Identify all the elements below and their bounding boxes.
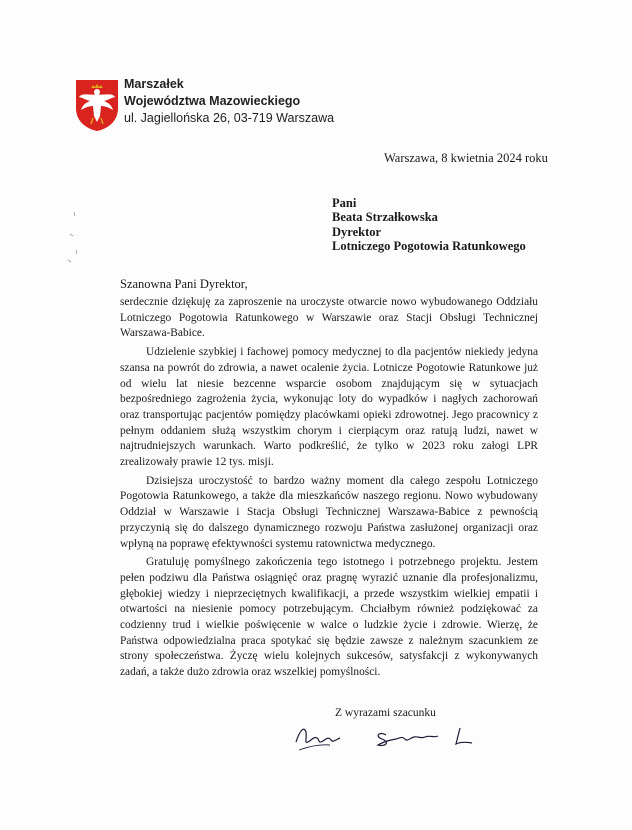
mazovia-coat-of-arms-icon	[74, 78, 120, 132]
sender-address: ul. Jagiellońska 26, 03-719 Warszawa	[124, 111, 335, 125]
letter-date: Warszawa, 8 kwietnia 2024 roku	[384, 151, 548, 165]
sender-office: Województwa Mazowieckiego	[124, 94, 301, 108]
paragraph: serdecznie dziękuję za zaproszenie na uroczyste otwarcie nowo wybudowanego Oddziału Lotniczego Pogotowia Ratunkowego w Warszawie oraz Stacji Obsługi Technicznej Warszawa-Babice.	[120, 296, 538, 340]
recipient-position: Dyrektor	[332, 224, 382, 239]
paragraph: Dzisiejsza uroczystość to bardzo ważny moment dla całego zespołu Lotniczego Pogotowia Ratunkowego, a także dla mieszkańców naszego regionu. Nowo wybudowany Oddział w Warszawie i Stacja Obsługi Technicznej Warszawa-Babice z pewnością przyczynią się do dalszego dynamicznego rozwoju Państwa zasłużonej organizacji oraz wpłyną na poprawę efektywności systemu ratownictwa medycznego.	[120, 474, 538, 550]
recipient-block	[332, 196, 526, 253]
salutation: Szanowna Pani Dyrektor,	[120, 277, 248, 291]
paragraph: Udzielenie szybkiej i fachowej pomocy medycznej to dla pacjentów niekiedy jedyna szansa na powrót do zdrowia, a nawet ocalenie życia. Lotnicze Pogotowie Ratunkowe już od wielu lat niesie bezcenne wsparcie osobom znajdującym się w sytuacjach bezpośredniego zagrożenia życia, wykonując loty do wypadków i nagłych zachorowań oraz transportując pacjentów pomiędzy placówkami opieki zdrowotnej. Jego pracownicy z pełnym oddaniem służą wszystkim chorym i cierpiącym oraz ratują ludzi, nawet w najtrudniejszych warunkach. Warto podkreślić, że tylko w 2023 roku załogi LPR zrealizowały prawie 12 tys. misji.	[120, 346, 538, 469]
sender-block	[124, 76, 334, 127]
recipient-organization: Lotniczego Pogotowia Ratunkowego	[332, 238, 526, 253]
letter-body	[120, 295, 538, 684]
paragraph: Gratuluję pomyślnego zakończenia tego istotnego i potrzebnego projektu. Jestem pełen podziwu dla Państwa osiągnięć oraz pragnę wyrazić uznanie dla profesjonalizmu, głębokiej wiedzy i nieprzeciętnych kwalifikacji, a przede wszystkim wielkiej empatii i otwartości na niesienie pomocy potrzebującym. Chciałbym również podziękować za codzienny trud i wielkie poświęcenie w walce o ludzkie życie i zdrowie. Wierzę, że Państwa odpowiedzialna praca spotykać się będzie zawsze z należnym szacunkiem ze strony społeczeństwa. Życzę wielu kolejnych sukcesów, satysfakcji z wykonywanych zadań, a także dużo zdrowia oraz wszelkiej pomyślności.	[120, 556, 538, 679]
recipient-line: Pani	[332, 196, 357, 210]
closing-phrase: Z wyrazami szacunku	[335, 707, 436, 719]
handwritten-signature	[290, 720, 480, 754]
recipient-name: Beata Strzałkowska	[332, 210, 438, 225]
scan-marks	[60, 210, 90, 270]
sender-title: Marszałek	[124, 77, 184, 91]
